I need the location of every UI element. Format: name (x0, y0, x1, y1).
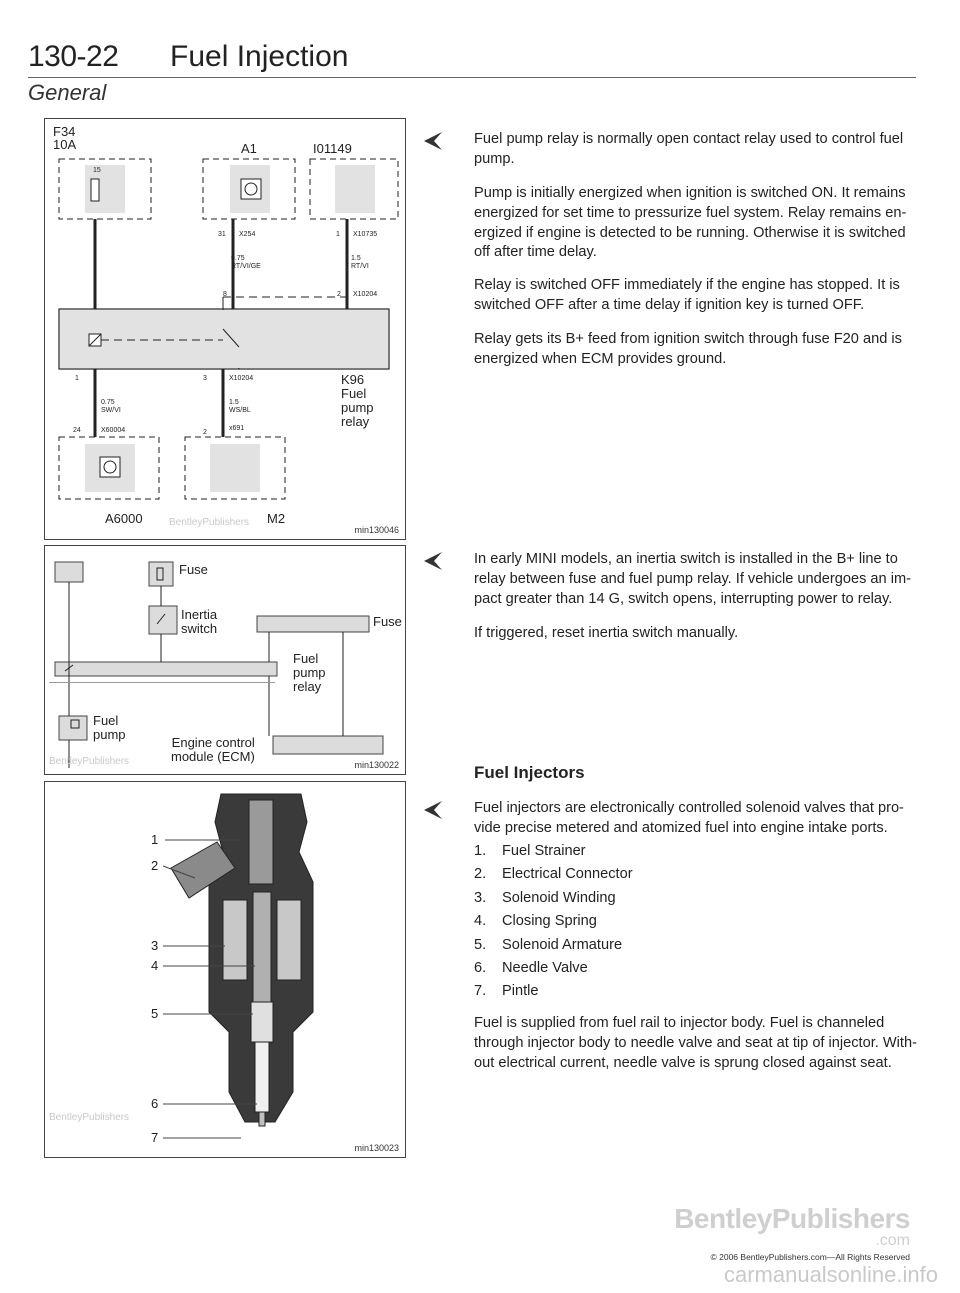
fuse-top-box (149, 562, 173, 586)
para-relay-energize: Pump is initially energized when ignition is switched ON. It remains energized for set time to pressurize fuel system. Relay remains en- ergized if engine is detected to be running. Otherwise it is switched off after time delay. (474, 185, 907, 261)
section-title-fuel-injectors: Fuel Injectors (474, 763, 585, 782)
pin-3-label: 3 (203, 375, 207, 382)
fuse-right-label: Fuse (373, 614, 402, 629)
inertia-switch-diagram (44, 545, 406, 775)
pin-2b-label: 2 (203, 429, 207, 436)
pin-2a-label: 2 (337, 291, 341, 298)
copyright-notice: © 2006 BentleyPublishers.com—All Rights Reserved (710, 1252, 910, 1262)
list-item: 4. Closing Spring (474, 913, 597, 930)
callout-6: 6 (151, 1096, 159, 1111)
pintle (259, 1112, 265, 1126)
para-relay-off: Relay is switched OFF immediately if the engine has stopped. It is switched OFF after a time delay if ignition key is turned OFF. (474, 277, 900, 313)
page-number: 130-22 (28, 40, 119, 73)
i01149-label: I01149 (313, 141, 352, 156)
relay-wiring-svg (45, 119, 405, 539)
pin-31-label: 31 (218, 231, 226, 238)
fig1-watermark: BentleyPublishers (169, 517, 250, 528)
wire-b-label: 1.5 RT/VI (351, 255, 369, 270)
m2-label: M2 (267, 511, 286, 526)
fuse-right-box (257, 616, 369, 632)
callout-2: 2 (151, 858, 159, 873)
callout-4: 4 (151, 958, 159, 973)
injector-svg (45, 782, 405, 1157)
fig1-id: min130046 (354, 525, 399, 535)
callout-5: 5 (151, 1006, 159, 1021)
needle-valve (255, 1042, 269, 1112)
fig3-watermark: BentleyPublishers (49, 1112, 130, 1123)
para-injector-function: Fuel is supplied from fuel rail to injector body. Fuel is channeled through injector body to needle valve and seat at tip of injector. With- out electrical current, needle valve is sprung closed against seat. (474, 1015, 917, 1071)
list-item: 6. Needle Valve (474, 960, 588, 977)
callout-1: 1 (151, 832, 159, 847)
relay-k96-label: K96 Fuel pump relay (341, 372, 374, 429)
fuse-id-label: F34 10A (53, 124, 77, 152)
para-relay-feed: Relay gets its B+ feed from ignition switch through fuse F20 and is energized when ECM provides ground. (474, 331, 902, 367)
x60004-label: X60004 (101, 427, 126, 434)
pin-8-label: 8 (223, 291, 227, 298)
inertia-switch-label: Inertia switch (181, 607, 218, 636)
pointer-arrow-icon (422, 130, 444, 152)
solenoid-armature (251, 1002, 273, 1042)
injector-parts-list (474, 840, 633, 1004)
x10204-a-label: X10204 (353, 291, 378, 298)
x10204-b-label: X10204 (229, 375, 254, 382)
para-injector-intro: Fuel injectors are electronically controlled solenoid valves that pro- vide precise metered and atomized fuel into engine intake ports. (448, 799, 942, 839)
para-relay-intro: Fuel pump relay is normally open contact relay used to control fuel pump. (448, 130, 942, 170)
list-item: 2. Electrical Connector (474, 866, 633, 883)
section-subtitle: General (28, 80, 107, 105)
wire-d-label: 1.5 WS/BL (229, 399, 251, 414)
fuel-pump-label: Fuel pump (93, 713, 126, 742)
pin-24-label: 24 (73, 427, 81, 434)
fuel-injector-cutaway (44, 781, 406, 1158)
publisher-logo-suffix: .com (875, 1232, 910, 1249)
list-item: 5. Solenoid Armature (474, 936, 623, 953)
a1-label: A1 (241, 141, 257, 156)
para-inertia-switch: In early MINI models, an inertia switch is installed in the B+ line to relay between fuse and fuel pump relay. If vehicle undergoes an im- pact greater than 14 G, switch opens, interrupting power to relay. (448, 550, 942, 609)
pointer-arrow-icon (422, 550, 444, 572)
page-title: Fuel Injection (170, 40, 349, 73)
site-watermark: carmanualsonline.info (723, 1262, 938, 1287)
fig3-id: min130023 (354, 1143, 399, 1153)
fuse-pin-label: 15 (93, 167, 101, 174)
ecm-label: Engine control module (ECM) (171, 735, 255, 764)
x691-label: x691 (229, 425, 245, 432)
relay-wiring-diagram (44, 118, 406, 540)
header-rule (28, 77, 916, 78)
callout-7: 7 (151, 1130, 159, 1145)
list-item: 3. Solenoid Winding (474, 889, 616, 906)
pointer-arrow-icon (422, 799, 444, 821)
relay-body (55, 662, 277, 676)
list-item: 7. Pintle (474, 983, 539, 1000)
battery-box (55, 562, 83, 582)
wire-a-label: 0.75 RT/VI/GE (231, 255, 261, 270)
solenoid-winding-left (223, 900, 247, 980)
a6000-label: A6000 (105, 511, 143, 526)
callout-3: 3 (151, 938, 159, 953)
pin-1b-label: 1 (75, 375, 79, 382)
pin-1a-label: 1 (336, 231, 340, 238)
solenoid-winding-right (277, 900, 301, 980)
ecm-box (273, 736, 383, 754)
wire-c-label: 0.75 SW/VI (101, 399, 121, 414)
relay-label: Fuel pump relay (293, 651, 326, 694)
closing-spring (253, 892, 271, 1002)
fuel-strainer (249, 800, 273, 884)
para-inertia-reset: If triggered, reset inertia switch manually. (474, 625, 739, 641)
publisher-logo: BentleyPublishers (674, 1203, 910, 1234)
fig2-watermark: BentleyPublishers (49, 756, 130, 767)
inertia-switch-box (149, 606, 177, 634)
x254-label: X254 (239, 231, 256, 238)
fig2-id: min130022 (354, 760, 399, 770)
list-item: 1. Fuel Strainer (474, 843, 586, 859)
fuse-top-label: Fuse (179, 562, 208, 577)
x10735-label: X10735 (353, 231, 378, 238)
